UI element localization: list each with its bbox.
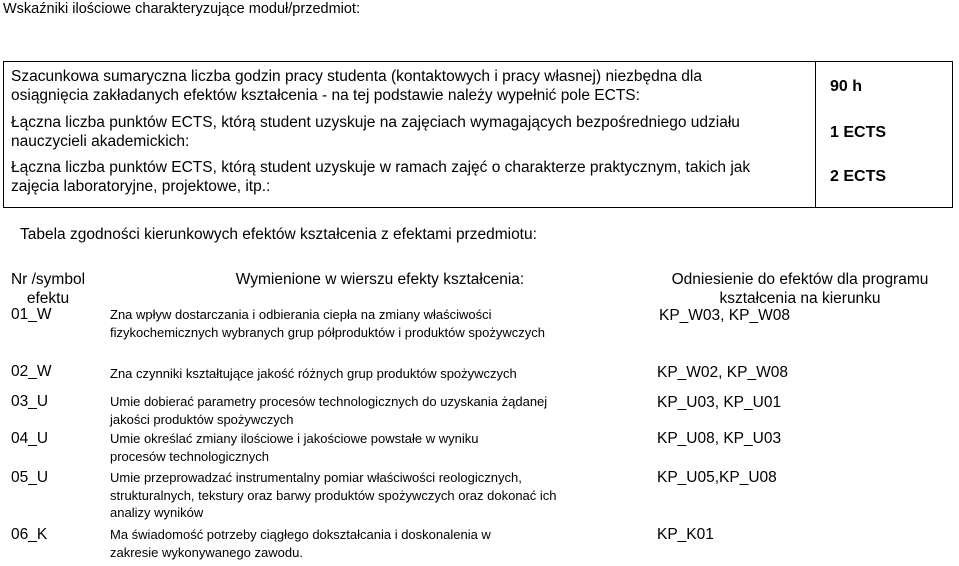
header-line: kształcenia na kierunku [719,289,881,307]
table-row-symbol: 04_U [11,430,49,447]
table-row-description [110,393,650,428]
table-row-description [110,469,650,522]
workload-table [3,61,953,208]
table-row-reference: KP_W03, KP_W08 [659,307,790,324]
header-line: efektu [26,289,70,307]
table-row-symbol: 05_U [11,469,49,486]
table-row-symbol: 03_U [11,393,49,410]
header-reference [650,271,950,308]
header-line: Nr /symbol [10,271,86,288]
table-row-reference: KP_U08, KP_U03 [657,430,782,447]
table-row-description [110,306,640,341]
label-line: zajęcia laboratoryjne, projektowe, itp.: [11,178,271,195]
description-line: analizy wyników [110,505,204,520]
workload-row-practical-label [11,158,750,196]
description-line: Umie przeprowadzać instrumentalny pomiar właściwości reologicznych, [110,470,522,485]
header-description: Wymienione w wierszu efekty kształcenia: [235,271,525,288]
description-line: Zna czynniki kształtujące jakość różnych grup produktów spożywczych [110,366,517,381]
description-line: Umie dobierać parametry procesów technologicznych do uzyskania żądanej [110,394,548,409]
page-heading: Wskaźniki ilościowe charakteryzujące moduł/przedmiot: [3,1,360,17]
description-line: Umie określać zmiany ilościowe i jakościowe powstałe w wyniku [110,431,479,446]
description-line: strukturalnych, tekstury oraz barwy produktów spożywczych oraz dokonać ich [110,487,557,503]
table-row-symbol: 01_W [11,306,52,323]
table-row-reference: KP_U03, KP_U01 [657,394,782,411]
description-line: procesów technologicznych [110,448,269,464]
description-line: zakresie wykonywanego zawodu. [110,544,303,560]
workload-row-contact-label [11,113,740,151]
label-line: osiągnięcia zakładanych efektów kształcenia - na tej podstawie należy wypełnić pole ECTS: [11,87,640,104]
label-line: Szacunkowa sumaryczna liczba godzin pracy studenta (kontaktowych i pracy własnej) niezbędna dla [11,68,702,85]
description-line: fizykochemicznych wybranych grup półproduktów i produktów spożywczych [110,324,545,340]
table-row-description [110,365,650,383]
workload-row-hours-value: 90 h [830,78,863,95]
workload-row-hours-label [11,67,702,105]
label-line: Łączna liczba punktów ECTS, którą student uzyskuje na zajęciach wymagających bezpośredniego udziału [11,114,740,131]
workload-divider [815,62,816,207]
outcomes-heading: Tabela zgodności kierunkowych efektów kształcenia z efektami przedmiotu: [20,226,537,243]
description-line: jakości produktów spożywczych [110,411,294,427]
table-row-reference: KP_W02, KP_W08 [657,364,788,381]
workload-row-practical-value: 2 ECTS [830,168,887,185]
table-row-description [110,526,650,561]
label-line: nauczycieli akademickich: [11,133,190,150]
table-row-reference: KP_K01 [657,526,714,543]
table-row-reference: KP_U05,KP_U08 [657,469,777,486]
header-line: Odniesienie do efektów dla programu [671,271,929,288]
description-line: Ma świadomość potrzeby ciągłego dokształcania i doskonalenia w [110,527,491,542]
workload-row-contact-value: 1 ECTS [830,124,887,141]
label-line: Łączna liczba punktów ECTS, którą student uzyskuje w ramach zajęć o charakterze praktycznym, takich jak [11,159,751,176]
header-symbol [4,271,92,308]
description-line: Zna wpływ dostarczania i odbierania ciepła na zmiany właściwości [110,307,492,322]
table-row-symbol: 06_K [11,526,48,543]
table-row-description [110,430,650,465]
table-row-symbol: 02_W [11,363,52,380]
